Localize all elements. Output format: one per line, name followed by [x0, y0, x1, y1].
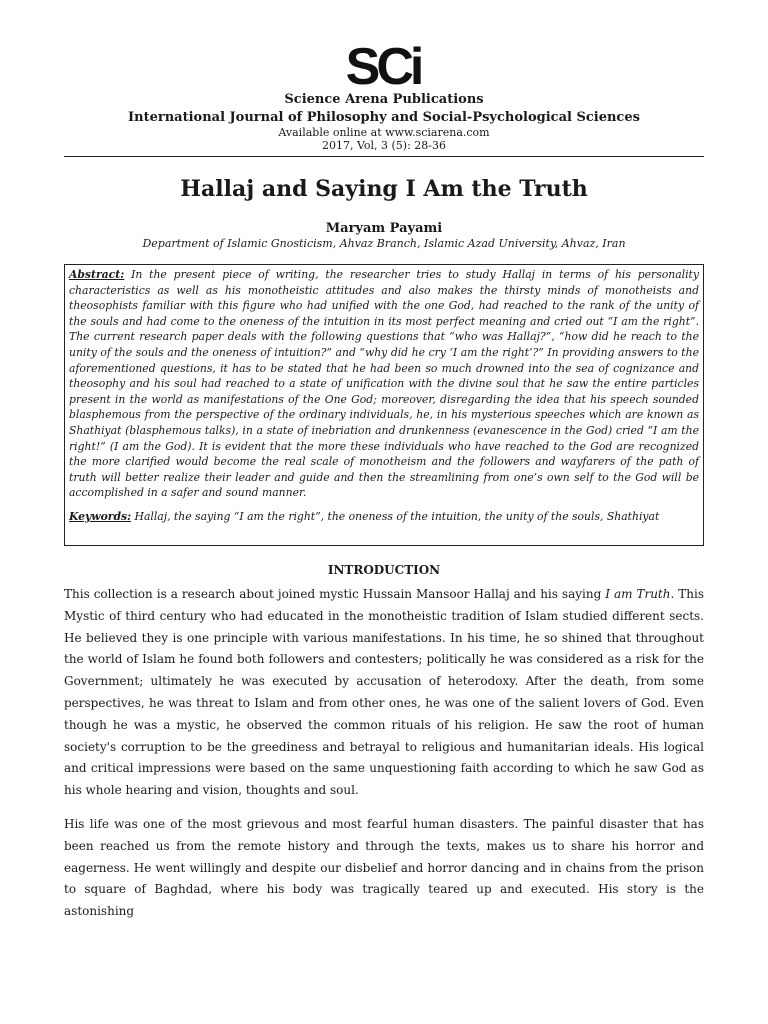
- logo-text: SCi: [345, 38, 421, 96]
- intro-paragraph-2: His life was one of the most grievous and most fearful human disasters. The painful disaster that has been reached us from the remote history and through the texts, makes us to share his horror and eagerness. He went willingly and despite our disbelief and horror dancing and in chains from the prison to square of Baghdad, where his body was tragically teared up and executed. His story is the astonishing: [64, 817, 704, 919]
- article-title: Hallaj and Saying I Am the Truth: [180, 176, 588, 202]
- keywords-paragraph: [69, 509, 699, 525]
- publisher-logo: [340, 38, 426, 96]
- abstract-paragraph: [69, 267, 699, 501]
- section-heading-introduction: INTRODUCTION: [327, 563, 441, 577]
- header-divider: [64, 156, 704, 157]
- publisher-name: Science Arena Publications: [284, 92, 484, 107]
- volume-line: 2017, Vol, 3 (5): 28-36: [321, 139, 447, 152]
- keywords-text: Hallaj, the saying “I am the right”, the oneness of the intuition, the unity of the souls, Shathiyat: [131, 509, 660, 523]
- keywords-label: Keywords:: [69, 509, 132, 523]
- intro-p1-rest: . This Mystic of third century who had educated in the monotheistic tradition of Islam studied different sects. He believed they is one principle with various manifestations. In his time, he so shined that throughout the world of Islam he found both followers and contesters; politically he was considered as a risk for the Government; ultimately he was executed by accusation of heterodoxy. After the death, from some perspectives, he was threat to Islam and from other ones, he was one of the salient lovers of God. Even though he was a mystic, he observed the common rituals of his religion. He saw the root of human society's corruption to be the greediness and betrayal to religious and humanitarian ideals. His logical and critical impressions were based on the same unquestioning faith according to which he saw God as his whole hearing and vision, thoughts and soul.: [64, 587, 705, 798]
- intro-p1-start: This collection is a research about joined mystic Hussain Mansoor Hallaj and his saying: [64, 587, 606, 601]
- intro-paragraph-1: [64, 584, 704, 802]
- author-name: Maryam Payami: [325, 221, 443, 236]
- availability-line: Available online at www.sciarena.com: [278, 126, 490, 139]
- intro-p1-emphasis: I am Truth: [605, 587, 671, 601]
- abstract-text: In the present piece of writing, the researcher tries to study Hallaj in terms of his personality characteristics as well as his monotheistic attitudes and also makes the thirsty minds of monotheists and theosophists familiar with this figure who had unified with the one God, had reached to the rank of the unity of the souls and had come to the oneness of the intuition in its most perfect meaning and cried out “I am the right”. The current research paper deals with the following questions that “who was Hallaj?”, “how did he reach to the unity of the souls and the oneness of intuition?” and “why did he cry ‘I am the right’?” In providing answers to the aforementioned questions, it has to be stated that he had been so much drowned into the sea of cognizance and theosophy and his soul had reached to a state of unification with the divine soul that he saw the entire particles present in the world as manifestations of the One God; moreover, disregarding the idea that his speech sounded blasphemous from the perspective of the ordinary individuals, he, in his mysterious speeches which are known as Shathiyat (blasphemous talks), in a state of inebriation and drunkenness (evanescence in the God) cried “I am the right!” (I am the God). It is evident that the more these individuals who have reached to the God are recognized the more clarified would become the real scale of monotheism and the followers and wayfarers of the path of truth will better realize their leader and guide and then the streamlining from one’s own self to the God will be accomplished in a safer and sound manner.: [69, 268, 699, 500]
- abstract-box: [64, 264, 704, 546]
- author-affiliation: Department of Islamic Gnosticism, Ahvaz Branch, Islamic Azad University, Ahvaz, Iran: [142, 237, 626, 250]
- journal-name: International Journal of Philosophy and Social-Psychological Sciences: [128, 110, 640, 125]
- abstract-label: Abstract:: [69, 268, 125, 281]
